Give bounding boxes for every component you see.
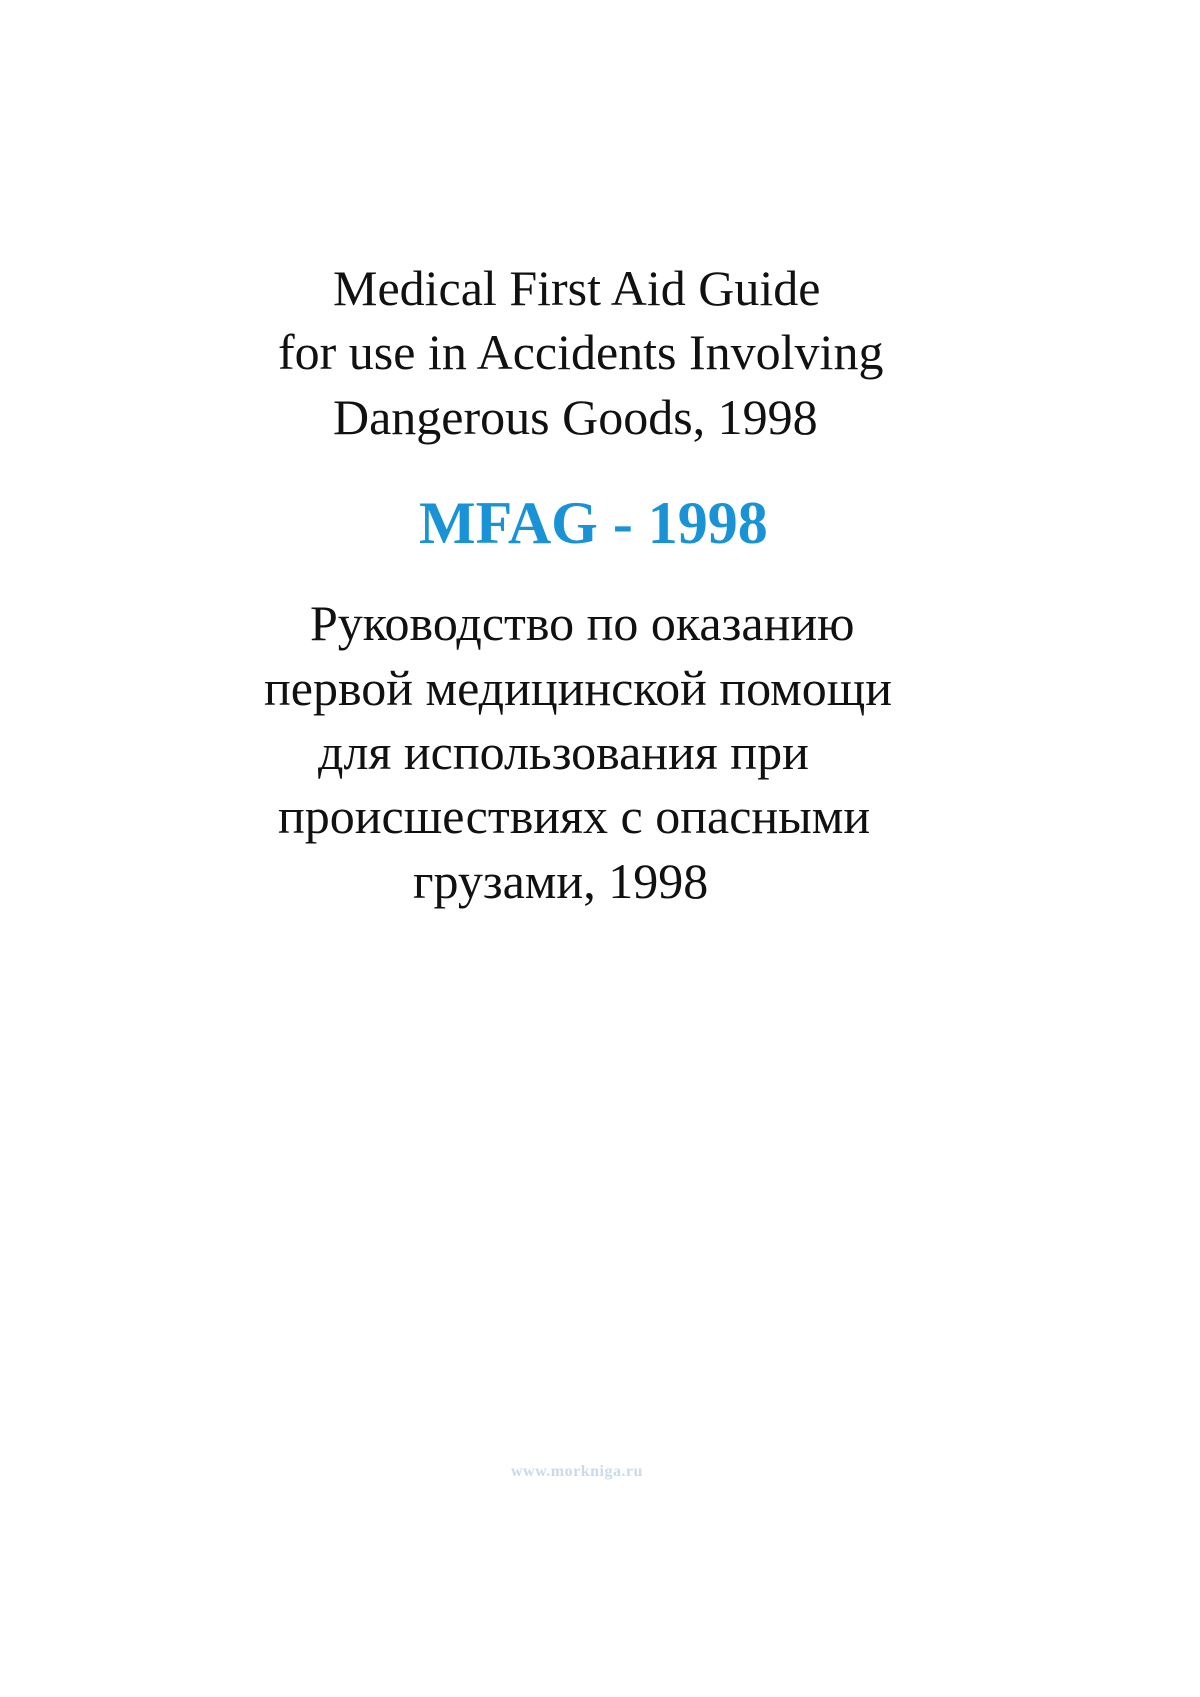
english-title-line-2: for use in Accidents Involving [278, 324, 884, 380]
english-title-line-1: Medical First Aid Guide [333, 260, 821, 316]
russian-title-line-5: грузами, 1998 [413, 853, 709, 909]
short-title: MFAG - 1998 [419, 490, 768, 556]
russian-title-line-4: происшествиях с опасными [278, 788, 871, 844]
english-title-line-3: Dangerous Goods, 1998 [333, 389, 818, 445]
russian-title-line-1: Руководство по оказанию [310, 595, 855, 651]
russian-title-line-2: первой медицинской помощи [264, 660, 893, 716]
watermark: www.morkniga.ru [511, 1463, 643, 1480]
russian-title-line-3: для использования при [318, 724, 809, 780]
